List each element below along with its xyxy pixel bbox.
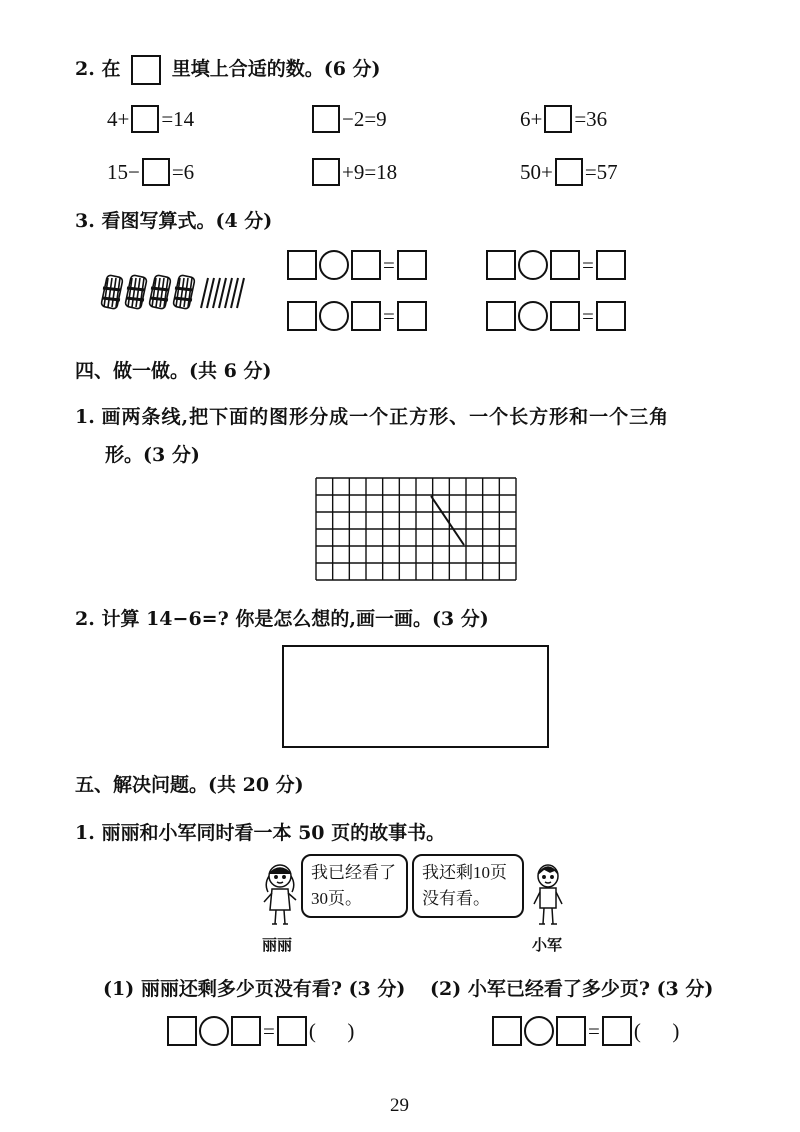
answer-box[interactable] xyxy=(131,105,159,133)
answer-box[interactable] xyxy=(312,158,340,186)
answer-box[interactable] xyxy=(277,1016,307,1046)
answer-box[interactable] xyxy=(596,250,626,280)
eq-left: 6+ xyxy=(520,106,543,131)
eq-right: −2=9 xyxy=(342,106,387,131)
s5-equation-2 xyxy=(492,1016,681,1046)
operator-circle[interactable] xyxy=(518,250,548,280)
equation-r1-a xyxy=(105,105,196,133)
equals-sign: = xyxy=(582,252,594,277)
eq-right: =6 xyxy=(171,159,195,184)
answer-box[interactable] xyxy=(287,301,317,331)
operator-circle[interactable] xyxy=(524,1016,554,1046)
eq-right: =14 xyxy=(161,106,195,131)
grid-figure[interactable] xyxy=(315,477,517,581)
eq-left: 4+ xyxy=(107,106,130,131)
operator-circle[interactable] xyxy=(518,301,548,331)
sub-question-1: (1) 丽丽还剩多少页没有看? (3 分) xyxy=(103,978,406,1000)
page-number: 29 xyxy=(390,1095,409,1116)
answer-box[interactable] xyxy=(492,1016,522,1046)
q3-equation-4 xyxy=(486,301,626,331)
girl-lili-icon xyxy=(258,862,304,932)
bubble-text-2: 没有看。 xyxy=(422,889,490,908)
answer-box[interactable] xyxy=(131,55,161,85)
q3-heading xyxy=(75,206,272,233)
name-xiaojun: 小军 xyxy=(532,936,563,954)
s4-q1-line2: 形。(3 分) xyxy=(105,444,200,466)
q3-title: 看图写算式。(4 分) xyxy=(101,210,273,232)
loose-sticks xyxy=(201,278,244,308)
q3-equation-2 xyxy=(486,250,626,280)
sticks-picture xyxy=(100,270,250,315)
s4-q1-text: 画两条线,把下面的图形分成一个正方形、一个长方形和一个三角 xyxy=(101,406,670,428)
equals-sign: = xyxy=(582,303,594,328)
eq-right: =36 xyxy=(574,106,608,131)
answer-box[interactable] xyxy=(397,250,427,280)
speech-bubble-xiaojun xyxy=(412,854,524,918)
s4-q2-text: 计算 14−6=? 你是怎么想的,画一画。(3 分) xyxy=(101,608,489,630)
equals-sign: = xyxy=(383,252,395,277)
s5-equation-1 xyxy=(167,1016,356,1046)
q2-title-pre: 在 xyxy=(101,58,121,80)
q3-equation-1 xyxy=(287,250,427,280)
boy-xiaojun-icon xyxy=(528,862,568,932)
answer-box[interactable] xyxy=(351,301,381,331)
equals-sign: = xyxy=(383,303,395,328)
equation-r2-a xyxy=(105,158,196,186)
bubble-text-1: 我还剩10页 xyxy=(422,863,507,882)
equation-r1-b xyxy=(312,105,389,133)
unit-paren: ( ) xyxy=(308,1018,355,1043)
equation-r2-c xyxy=(518,158,620,186)
equals-sign: = xyxy=(588,1018,600,1043)
speech-bubble-lili xyxy=(301,854,408,918)
q2-title-post: 里填上合适的数。(6 分) xyxy=(171,58,381,80)
equation-r1-c xyxy=(518,105,609,133)
stick-bundle-4 xyxy=(173,275,195,310)
bubble-text-1: 我已经看了 xyxy=(311,863,396,882)
stick-bundle-1 xyxy=(101,275,123,310)
answer-box[interactable] xyxy=(550,250,580,280)
answer-box[interactable] xyxy=(142,158,170,186)
section4-heading: 四、做一做。(共 6 分) xyxy=(75,360,272,382)
answer-box[interactable] xyxy=(556,1016,586,1046)
equals-sign: = xyxy=(263,1018,275,1043)
eq-left: 50+ xyxy=(520,159,553,184)
q2-number: 2. xyxy=(75,58,95,80)
equation-r2-b xyxy=(312,158,399,186)
answer-box[interactable] xyxy=(602,1016,632,1046)
s5-q1-text: 丽丽和小军同时看一本 50 页的故事书。 xyxy=(101,822,446,844)
answer-box[interactable] xyxy=(351,250,381,280)
diagonal-line xyxy=(431,496,464,545)
operator-circle[interactable] xyxy=(199,1016,229,1046)
eq-right: +9=18 xyxy=(342,159,398,184)
answer-box[interactable] xyxy=(397,301,427,331)
answer-box[interactable] xyxy=(167,1016,197,1046)
answer-box[interactable] xyxy=(312,105,340,133)
answer-box[interactable] xyxy=(486,250,516,280)
answer-box[interactable] xyxy=(231,1016,261,1046)
stick-bundle-3 xyxy=(149,275,171,310)
q3-equation-3 xyxy=(287,301,427,331)
answer-box[interactable] xyxy=(287,250,317,280)
answer-box[interactable] xyxy=(596,301,626,331)
answer-box[interactable] xyxy=(550,301,580,331)
drawing-box[interactable] xyxy=(282,645,549,748)
s5-q1-heading xyxy=(75,818,445,845)
s4-q2-heading xyxy=(75,604,489,631)
answer-box[interactable] xyxy=(544,105,572,133)
stick-bundle-2 xyxy=(125,275,147,310)
s4-q1-number: 1. xyxy=(75,406,95,428)
name-lili: 丽丽 xyxy=(262,936,293,954)
operator-circle[interactable] xyxy=(319,250,349,280)
section5-heading: 五、解决问题。(共 20 分) xyxy=(75,774,304,796)
s4-q2-number: 2. xyxy=(75,608,95,630)
s4-q1-line1 xyxy=(75,402,669,429)
operator-circle[interactable] xyxy=(319,301,349,331)
q2-heading xyxy=(75,54,381,85)
sub-question-2: (2) 小军已经看了多少页? (3 分) xyxy=(430,978,714,1000)
eq-left: 15− xyxy=(107,159,140,184)
s5-q1-number: 1. xyxy=(75,822,95,844)
bubble-text-2: 30页。 xyxy=(311,889,362,908)
eq-right: =57 xyxy=(584,159,618,184)
answer-box[interactable] xyxy=(555,158,583,186)
unit-paren: ( ) xyxy=(633,1018,680,1043)
answer-box[interactable] xyxy=(486,301,516,331)
q3-number: 3. xyxy=(75,210,95,232)
